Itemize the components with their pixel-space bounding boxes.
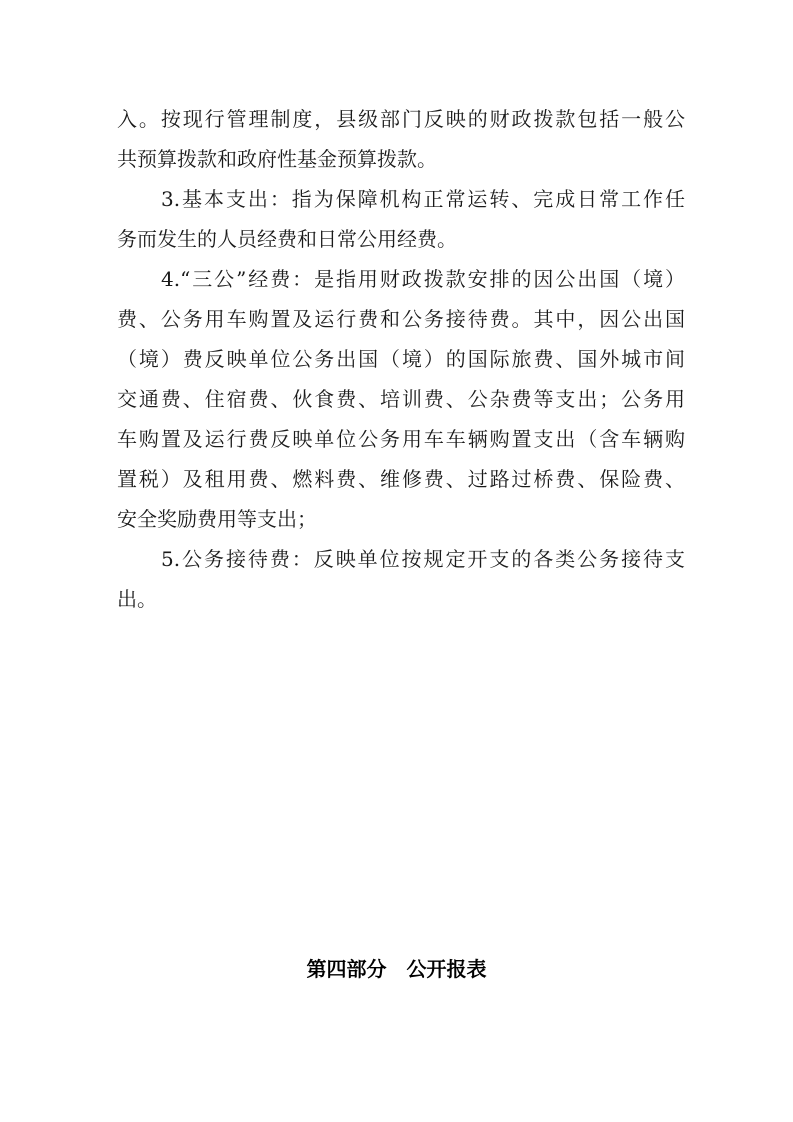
body-text [117,99,685,619]
paragraph-line: 入。按现行管理制度，县级部门反映的财政拨款包括一般公 [117,107,685,131]
paragraph-line: 5.公务接待费：反映单位按规定开支的各类公务接待支 [161,547,685,571]
paragraph-line: （境）费反映单位公务出国（境）的国际旅费、国外城市间 [117,347,685,371]
section-heading: 第四部分 公开报表 [306,957,487,981]
paragraph-line: 务而发生的人员经费和日常公用经费。 [117,227,457,251]
paragraph-line: 车购置及运行费反映单位公务用车车辆购置支出（含车辆购 [117,427,685,451]
paragraph-line: 4.“三公”经费：是指用财政拨款安排的因公出国（境） [161,267,685,291]
paragraph-line: 3.基本支出：指为保障机构正常运转、完成日常工作任 [161,187,685,211]
paragraph-line: 费、公务用车购置及运行费和公务接待费。其中，因公出国 [117,307,685,331]
paragraph-line: 安全奖励费用等支出； [117,507,317,531]
paragraph-line: 置税）及租用费、燃料费、维修费、过路过桥费、保险费、 [117,467,685,491]
paragraph-line: 交通费、住宿费、伙食费、培训费、公杂费等支出；公务用 [117,387,685,411]
paragraph-line: 出。 [117,587,157,611]
paragraph-line: 共预算拨款和政府性基金预算拨款。 [117,147,437,171]
